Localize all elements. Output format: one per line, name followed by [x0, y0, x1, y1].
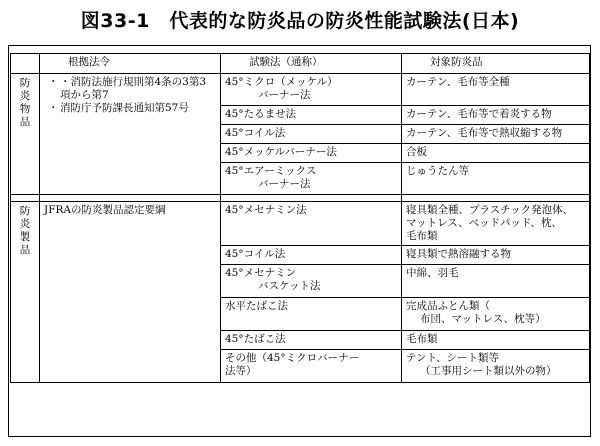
law-item: ・ 消防庁予防課長通知第57号 [60, 102, 216, 115]
target-cell: 寝具類で熱溶融する物 [402, 246, 590, 265]
target-cell: 合板 [402, 144, 590, 163]
header-row [11, 54, 590, 74]
method-cell: その他（45°ミクロバーナー 法等） [221, 350, 402, 383]
header-target: 対象防炎品 [402, 54, 590, 74]
method-cell: 45°コイル法 [221, 246, 402, 265]
page-title: 図33-1 代表的な防炎品の防炎性能試験法(日本) [80, 10, 520, 32]
header-blank [11, 54, 40, 74]
method-cell: 45°メセナミン バスケット法 [221, 265, 402, 298]
target-cell: じゅうたん等 [402, 163, 590, 195]
target-cell: 完成品ふとん類（ 布団、マットレス、枕等） [402, 298, 590, 331]
method-cell: 45°メセナミン法 [221, 202, 402, 246]
law-cell: JFRAの防炎製品認定要綱 [40, 202, 221, 383]
method-cell: 45°エアーミックス バーナー法 [221, 163, 402, 195]
category-cell-fire-proof-products: 防 炎 製 品 [11, 202, 40, 383]
method-cell: 45°ミクロ（メッケル） バーナー法 [221, 74, 402, 106]
target-cell: テント、シート類等 （工事用シート類以外の物） [402, 350, 590, 383]
target-cell: 毛布類 [402, 331, 590, 350]
method-cell: 水平たばこ法 [221, 298, 402, 331]
category-cell-fire-proof-goods: 防 炎 物 品 [11, 74, 40, 195]
table-row [11, 74, 590, 106]
table-row [11, 202, 590, 246]
method-cell: 45°コイル法 [221, 125, 402, 144]
target-cell: カーテン、毛布等で熱収縮する物 [402, 125, 590, 144]
target-cell: カーテン、毛布等で着炎する物 [402, 106, 590, 125]
law-cell [40, 74, 221, 195]
method-cell: 45°メッケルバーナー法 [221, 144, 402, 163]
spacer-row [11, 195, 590, 202]
target-cell: カーテン、毛布等全種 [402, 74, 590, 106]
law-item: ・ ・消防法施行規則第4条の3第3項から第7 [60, 76, 216, 102]
header-law: 根拠法令 [40, 54, 221, 74]
header-method: 試験法（通称） [221, 54, 402, 74]
method-cell: 45°たばこ法 [221, 331, 402, 350]
target-cell: 寝具類全種、プラスチック発泡体、 マットレス、ベッドパッド、枕、 毛布類 [402, 202, 590, 246]
test-method-table [10, 53, 590, 383]
method-cell: 45°たるませ法 [221, 106, 402, 125]
target-cell: 中綿、羽毛 [402, 265, 590, 298]
